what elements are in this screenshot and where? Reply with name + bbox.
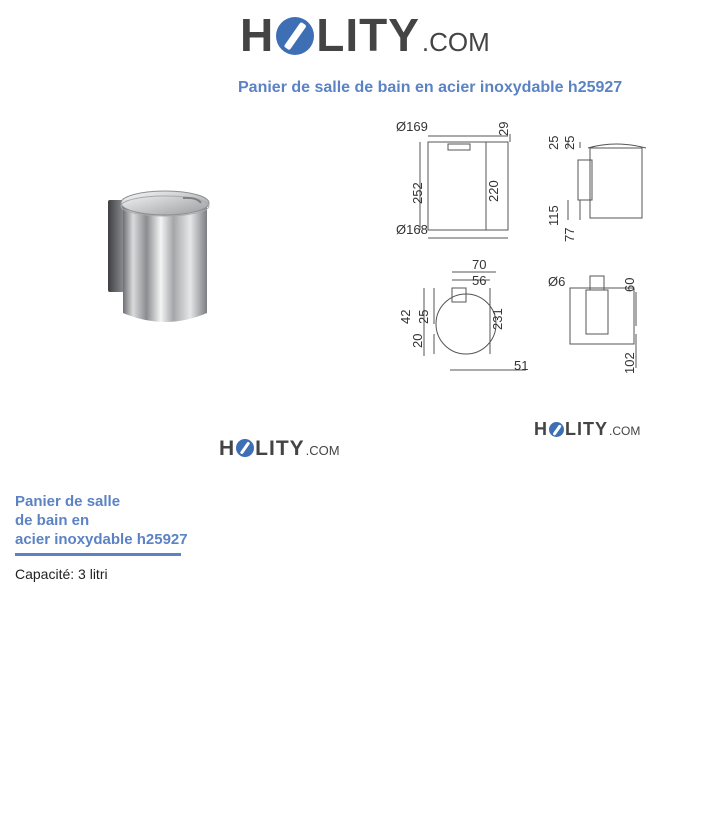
brand-logo-medium[interactable]	[219, 437, 340, 459]
dim-115: 115	[546, 205, 561, 226]
product-image	[105, 185, 215, 330]
technical-drawing	[390, 112, 660, 382]
wall-bracket	[108, 200, 124, 292]
logo-letter-h: H	[240, 9, 275, 61]
dim-70: 70	[472, 257, 487, 272]
product-title-line: de bain en	[15, 512, 90, 529]
logo-letters: LITY	[316, 9, 420, 61]
logo-letters: LITY	[565, 419, 608, 439]
dim-25c: 25	[416, 309, 431, 324]
page-title: Panier de salle de bain en acier inoxydable h25927	[238, 79, 623, 96]
dim-56: 56	[472, 273, 487, 288]
title-divider	[15, 553, 181, 556]
dim-77: 77	[562, 227, 577, 242]
dim-d6: Ø6	[548, 274, 566, 289]
product-title	[15, 492, 215, 549]
capacity-text: Capacité: 3 litri	[15, 566, 108, 582]
dim-25b: 25	[562, 135, 577, 150]
logo-suffix: .COM	[305, 443, 340, 458]
product-title-line: acier inoxydable h25927	[15, 531, 188, 548]
product-title-line: Panier de salle	[15, 493, 121, 510]
dim-220: 220	[486, 180, 501, 202]
logo-letters: LITY	[255, 437, 305, 460]
dim-42: 42	[398, 309, 413, 324]
dim-252: 252	[410, 182, 425, 204]
brand-logo[interactable]	[240, 9, 490, 61]
dim-29: 29	[496, 121, 511, 136]
logo-letter-h: H	[219, 437, 236, 460]
dim-60: 60	[622, 277, 637, 292]
logo-o-icon	[549, 422, 564, 437]
dim-25a: 25	[546, 135, 561, 150]
dim-20: 20	[410, 333, 425, 348]
brand-logo-small[interactable]	[534, 420, 640, 438]
logo-letter-h: H	[534, 419, 548, 439]
top-view-circle	[436, 294, 496, 354]
dim-d168: Ø168	[396, 222, 428, 237]
dim-51: 51	[514, 358, 529, 373]
bin-lid	[121, 191, 209, 215]
side-view-body	[590, 148, 642, 218]
mount-view-rect	[570, 288, 634, 344]
logo-suffix: .COM	[421, 27, 490, 57]
logo-o-icon	[276, 17, 314, 55]
logo-suffix: .COM	[609, 424, 641, 438]
bin-body	[123, 203, 207, 322]
dim-102: 102	[622, 352, 637, 374]
dim-231: 231	[490, 308, 505, 330]
logo-o-icon	[236, 439, 254, 457]
dim-d169: Ø169	[396, 119, 428, 134]
